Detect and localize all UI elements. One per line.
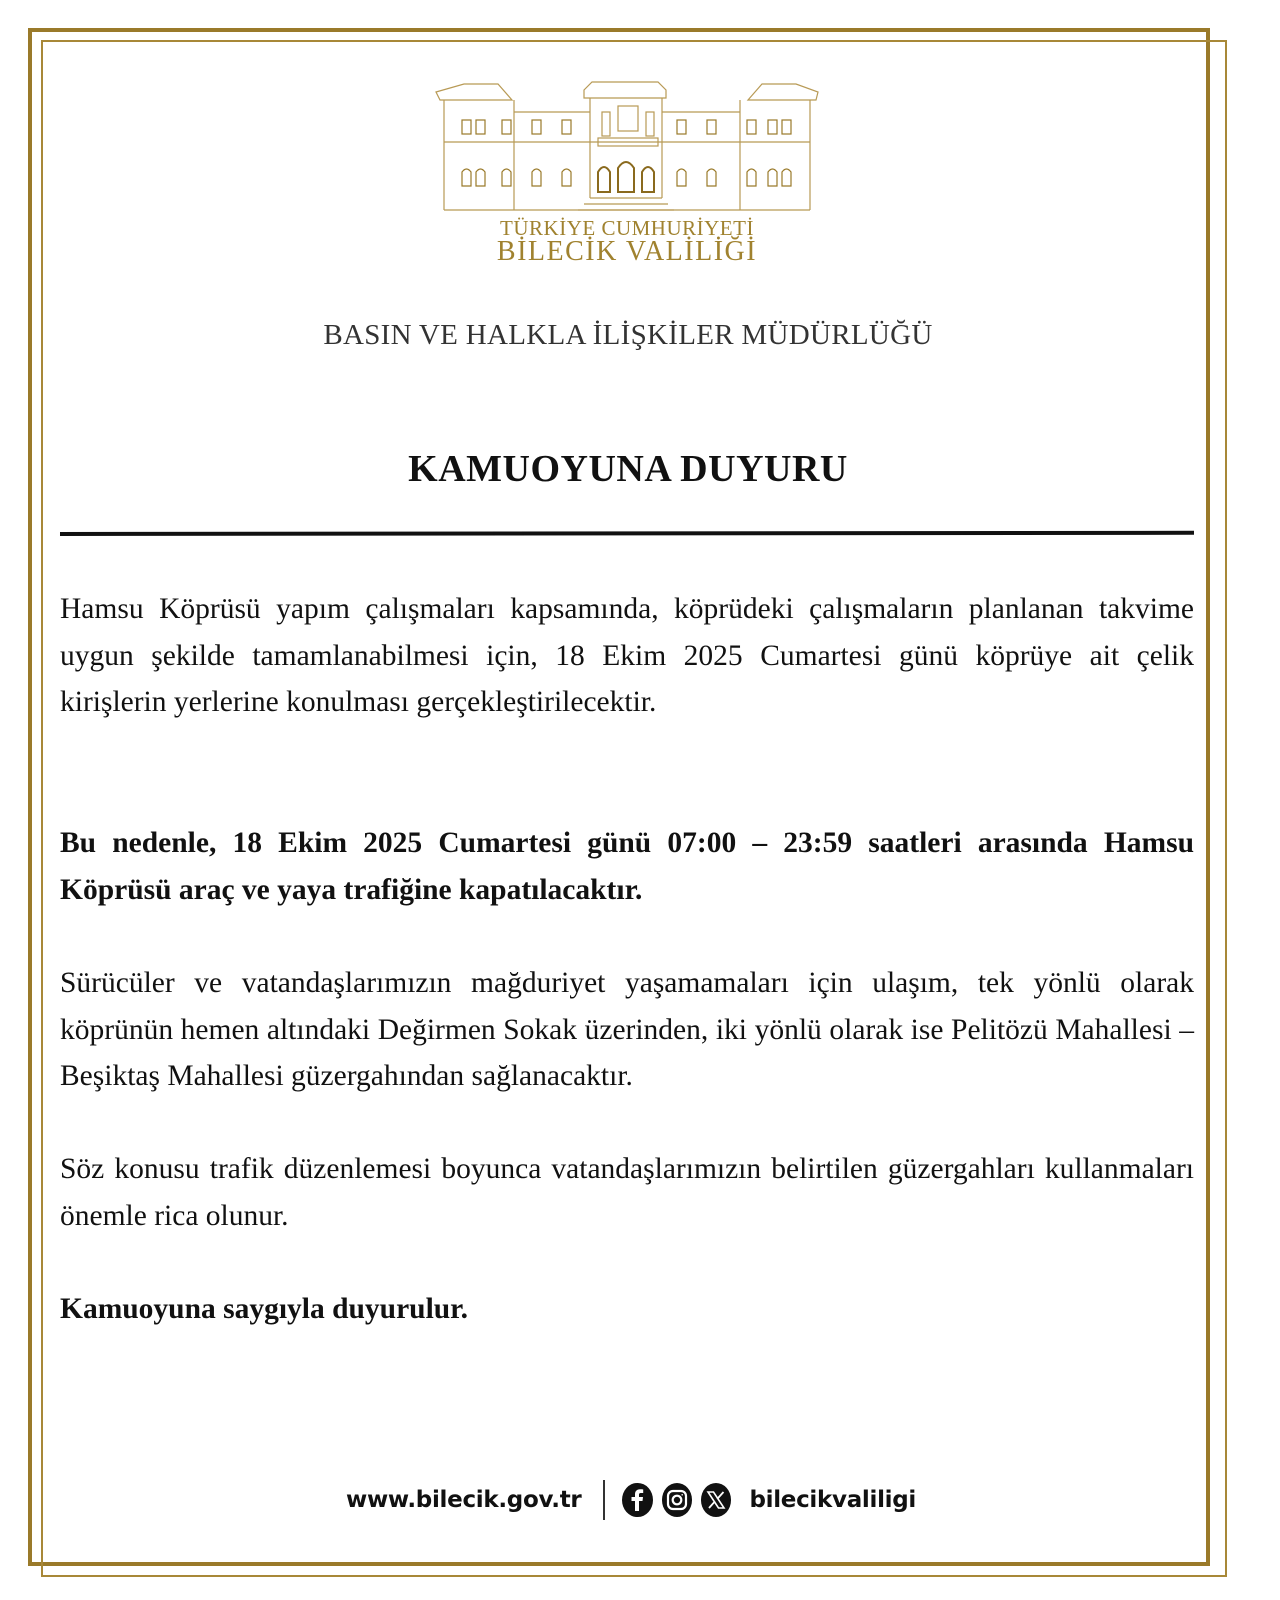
paragraph-request: Söz konusu trafik düzenlemesi boyunca vatandaşlarımızın belirtilen güzergahları kullanmaları önemle rica olunur. [60,1153,1194,1232]
footer [346,1478,916,1522]
x-icon[interactable] [701,1483,731,1517]
paragraph-closure-notice: Bu nedenle, 18 Ekim 2025 Cumartesi günü 07:00 – 23:59 saatleri arasında Hamsu Köprüsü araç ve yaya trafiğine kapatılacaktır. [60,827,1194,906]
logo-text-line1: TÜRKİYE CUMHURİYETİ [500,216,754,240]
footer-separator [603,1480,605,1520]
governorship-logo [432,80,822,270]
facebook-icon[interactable] [622,1483,652,1517]
social-handle[interactable]: bilecikvaliligi [749,1487,916,1513]
governorship-building-icon [432,80,822,215]
paragraph-alternate-routes: Sürücüler ve vatandaşlarımızın mağduriyet yaşamamaları için ulaşım, tek yönlü olarak köprünün hemen altındaki Değirmen Sokak üzerinden, iki yönlü olarak ise Pelitözü Mahallesi – Beşiktaş Mahallesi güzergahından sağlanacaktır. [60,967,1194,1092]
inner-gold-frame [41,40,1227,1577]
paragraph-intro: Hamsu Köprüsü yapım çalışmaları kapsamında, köprüdeki çalışmaların planlanan takvime uygun şekilde tamamlanabilmesi için, 18 Ekim 2025 Cumartesi günü köprüye ait çelik kirişlerin yerlerine konulması gerçekleştirilecektir. [60,593,1194,718]
instagram-icon[interactable] [662,1483,692,1517]
announcement-title: KAMUOYUNA DUYURU [408,448,848,490]
paragraph-closing: Kamuoyuna saygıyla duyurulur. [60,1293,468,1325]
website-link[interactable]: www.bilecik.gov.tr [346,1487,582,1513]
department-name: BASIN VE HALKLA İLİŞKİLER MÜDÜRLÜĞÜ [323,319,933,351]
logo-text-line2: BİLECİK VALİLİĞİ [496,236,758,267]
